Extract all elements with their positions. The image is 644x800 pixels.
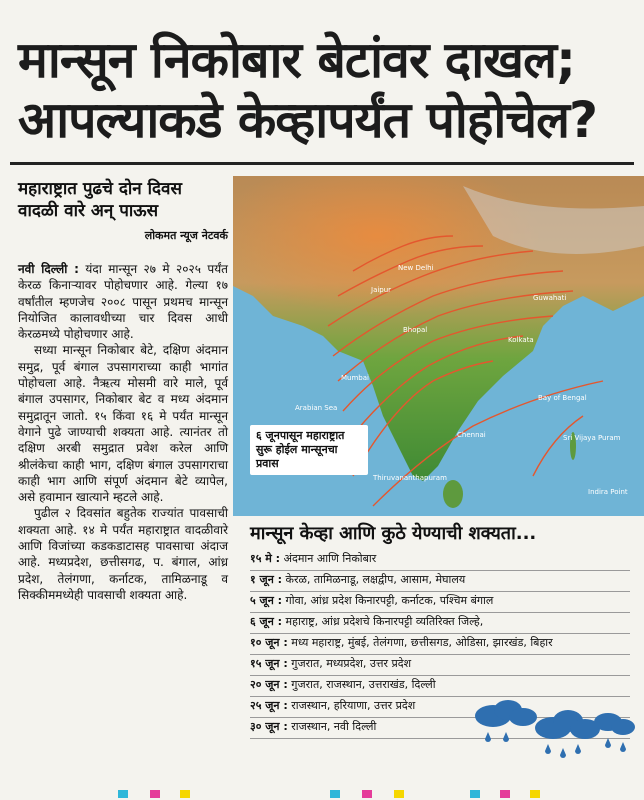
paragraph-1 (18, 261, 228, 342)
rain-cloud-icon (468, 698, 638, 772)
headline (18, 30, 638, 150)
schedule-places: गुजरात, राजस्थान, उत्तराखंड, दिल्ली (291, 678, 436, 691)
schedule-places: महाराष्ट्र, आंध्र प्रदेशचे किनारपट्टी व्यतिरिक्त जिल्हे, (285, 615, 484, 628)
map-label-guwahati: Guwahati (533, 294, 567, 302)
subhead (18, 178, 228, 222)
schedule-date: १ जून : (250, 573, 283, 586)
headline-rule (10, 162, 634, 165)
map-label-indira-point: Indira Point (588, 488, 628, 496)
agency-credit: लोकमत न्यूज नेटवर्क (144, 229, 228, 242)
map-label-mumbai: Mumbai (341, 374, 369, 382)
subhead-line-1: महाराष्ट्रात पुढचे दोन दिवस (18, 179, 182, 199)
map-label-new-delhi: New Delhi (398, 264, 434, 272)
schedule-row (250, 613, 630, 634)
map-label-bhopal: Bhopal (403, 326, 428, 334)
schedule-places: अंदमान आणि निकोबार (283, 552, 377, 565)
schedule-row (250, 571, 630, 592)
map-label-arabian-sea: Arabian Sea (295, 404, 338, 412)
map-note: ६ जूनपासून महाराष्ट्रात सुरू होईल मान्सूनचा प्रवास (250, 425, 368, 475)
headline-line-1: मान्सून निकोबार बेटांवर दाखल; (18, 31, 575, 89)
schedule-date: २५ जून : (250, 699, 288, 712)
schedule-date: १५ जून : (250, 657, 288, 670)
schedule-places: केरळ, तामिळनाडू, लक्षद्वीप, आसाम, मेघालय (285, 573, 466, 586)
schedule-row (250, 634, 630, 655)
schedule-date: १५ मे : (250, 552, 281, 565)
schedule-date: ३० जून : (250, 720, 288, 733)
map-label-jaipur: Jaipur (371, 286, 392, 294)
schedule-date: २० जून : (250, 678, 288, 691)
schedule-places: राजस्थान, हरियाणा, उत्तर प्रदेश (291, 699, 416, 712)
map-label-chennai: Chennai (457, 431, 486, 439)
schedule-places: गोवा, आंध्र प्रदेश किनारपट्टी, कर्नाटक, पश्चिम बंगाल (285, 594, 494, 607)
map-label-sri-vijaya-puram: Sri Vijaya Puram (563, 434, 621, 442)
article-body (18, 261, 228, 603)
schedule-title: मान्सून केव्हा आणि कुठे येण्याची शक्यता... (250, 523, 537, 544)
paragraph-1-text: यंदा मान्सून २७ मे २०२५ पर्यंत केरळ किनाऱ्यावर पोहोचणार आहे. गेल्या १७ वर्षांतील म्हणजेच २००८ पासून प्रथमच मान्सून नियोजित कालावधीच्या चार दिवस आधी केरळमध्ये पोहोचणार आहे. (18, 262, 229, 342)
map-label-thiruvananthapuram: Thiruvananthapuram (373, 474, 447, 482)
headline-line-2: आपल्याकडे केव्हापर्यंत पोहोचेल? (18, 91, 598, 149)
schedule-row (250, 655, 630, 676)
subhead-line-2: वादळी वारे अन् पाऊस (18, 201, 159, 221)
dateline: नवी दिल्ली : (18, 262, 79, 276)
schedule-date: ५ जून : (250, 594, 283, 607)
schedule-row (250, 550, 630, 571)
article-column (18, 178, 228, 603)
schedule-places: मध्य महाराष्ट्र, मुंबई, तेलंगणा, छत्तीसगड, ओडिसा, झारखंड, बिहार (291, 636, 553, 649)
schedule-date: ६ जून : (250, 615, 283, 628)
paragraph-2: सध्या मान्सून निकोबार बेटे, दक्षिण अंदमान समुद्र, पूर्व बंगाल उपसागराच्या काही भागांत पोहोचला आहे. नैऋत्य मोसमी वारे माले, पूर्व बंगाल उपसागर, निकोबार बेट व मध्य अंदमान समुद्रातून जातो. १५ किंवा १६ मे पर्यंत मान्सून वेगाने पुढे जाण्याची शक्यता आहे. त्यानंतर तो दक्षिण अरबी समुद्रात प्रवेश करेल आणि श्रीलंकेचा काही भाग, दक्षिण बंगाल उपसागराचा काही भाग आणि संपूर्ण अंदमान बेटे व्यापेल, असे हवामान खात्याने म्हटले आहे. (18, 343, 228, 505)
print-registration-strip (0, 788, 644, 800)
map-label-kolkata: Kolkata (508, 336, 534, 344)
schedule-row (250, 592, 630, 613)
map-label-bay-of-bengal: Bay of Bengal (538, 394, 587, 402)
schedule-date: १० जून : (250, 636, 288, 649)
schedule-row (250, 676, 630, 697)
schedule-places: गुजरात, मध्यप्रदेश, उत्तर प्रदेश (291, 657, 412, 670)
paragraph-3: पुढील २ दिवसांत बहुतेक राज्यांत पावसाची शक्यता आहे. १४ मे पर्यंत महाराष्ट्रात वादळीवारे आणि विजांच्या कडकडाटासह पावसाचा अंदाज आहे. मध्यप्रदेश, छत्तीसगढ, प. बंगाल, आंध्र प्रदेश, तेलंगणा, कर्नाटक, तामिळनाडू व सिक्कीममध्येही पावसाची शक्यता आहे. (18, 506, 228, 602)
schedule-places: राजस्थान, नवी दिल्ली (291, 720, 377, 733)
